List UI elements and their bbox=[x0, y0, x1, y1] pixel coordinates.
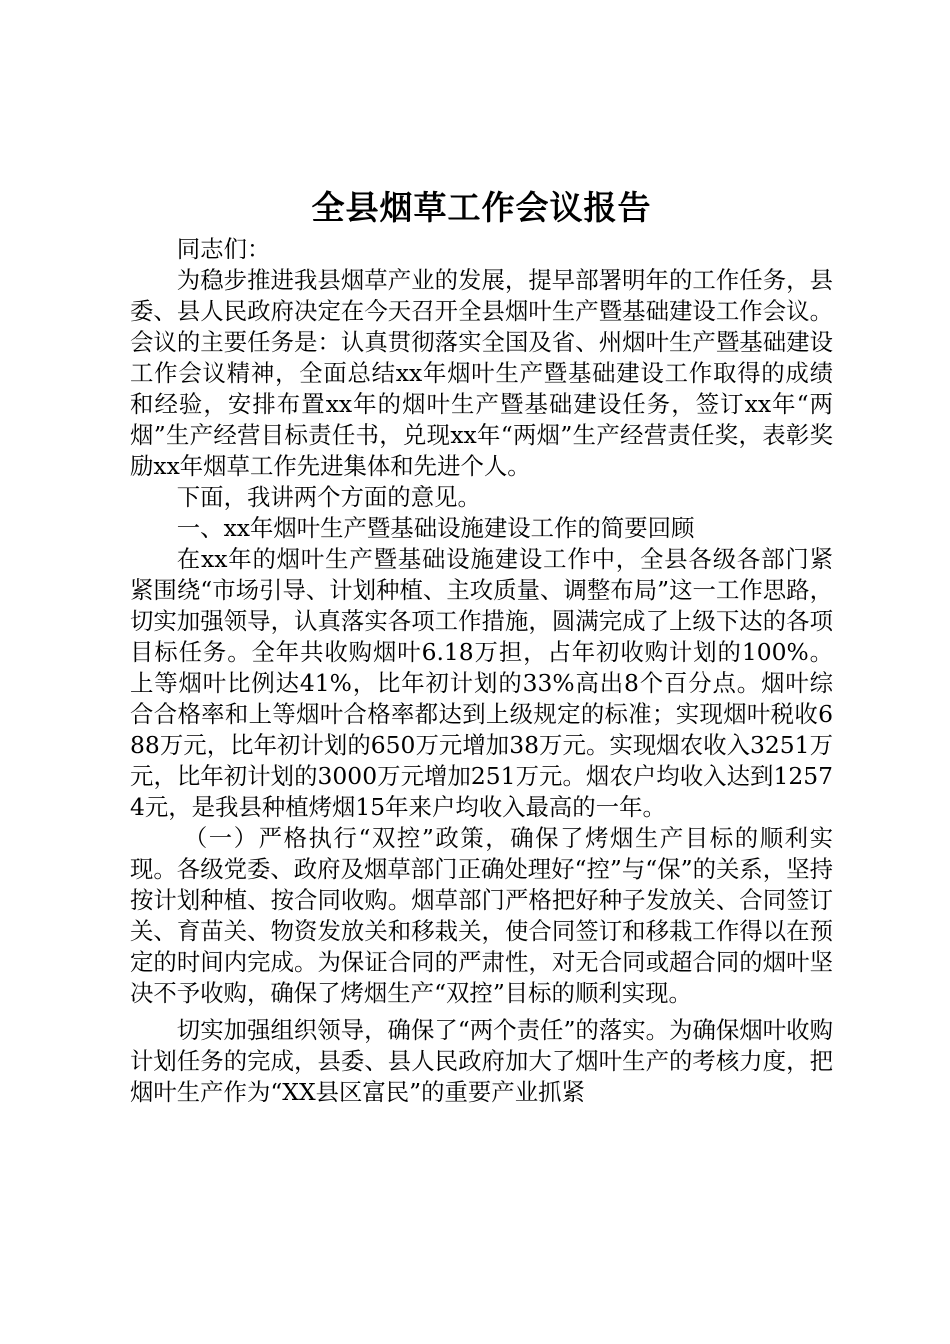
paragraph-subsection-1: （一）严格执行“双控”政策，确保了烤烟生产目标的顺利实现。各级党委、政府及烟草部门正确处理好“控”与“保”的关系，坚持按计划种植、按合同收购。烟草部门严格把好种子发放关、合同签订关、育苗关、物资发放关和移栽关，使合同签订和移栽工作得以在预定的时间内完成。为保证合同的严肃性，对无合同或超合同的烟叶坚决不予收购，确保了烤烟生产“双控”目标的顺利实现。 bbox=[130, 824, 833, 1007]
section-heading-1: 一、xx年烟叶生产暨基础设施建设工作的简要回顾 bbox=[176, 514, 695, 542]
paragraph-outline: 下面，我讲两个方面的意见。 bbox=[176, 483, 481, 511]
paragraph-intro: 为稳步推进我县烟草产业的发展，提早部署明年的工作任务，县委、县人民政府决定在今天召开全县烟叶生产暨基础建设工作会议。会议的主要任务是：认真贯彻落实全国及省、州烟叶生产暨基础建设工作会议精神，全面总结xx年烟叶生产暨基础建设工作取得的成绩和经验，安排布置xx年的烟叶生产暨基础建设任务，签订xx年“两烟”生产经营目标责任书，兑现xx年“两烟”生产经营责任奖，表彰奖励xx年烟草工作先进集体和先进个人。 bbox=[130, 266, 833, 480]
paragraph-leadership: 切实加强组织领导，确保了“两个责任”的落实。为确保烟叶收购计划任务的完成，县委、县人民政府加大了烟叶生产的考核力度，把烟叶生产作为“XX县区富民”的重要产业抓紧 bbox=[130, 1016, 833, 1106]
document-title: 全县烟草工作会议报告 bbox=[311, 188, 652, 227]
document-body bbox=[130, 186, 833, 1108]
paragraph-review: 在xx年的烟叶生产暨基础设施建设工作中，全县各级各部门紧紧围绕“市场引导、计划种植、主攻质量、调整布局”这一工作思路，切实加强领导，认真落实各项工作措施，圆满完成了上级下达的各项目标任务。全年共收购烟叶6.18万担，占年初收购计划的100%。上等烟叶比例达41%，比年初计划的33%高出8个百分点。烟叶综合合格率和上等烟叶合格率都达到上级规定的标准；实现烟叶税收688万元，比年初计划的650万元增加38万元。实现烟农收入3251万元，比年初计划的3000万元增加251万元。烟农户均收入达到12574元，是我县种植烤烟15年来户均收入最高的一年。 bbox=[130, 545, 833, 821]
salutation: 同志们： bbox=[176, 235, 271, 263]
